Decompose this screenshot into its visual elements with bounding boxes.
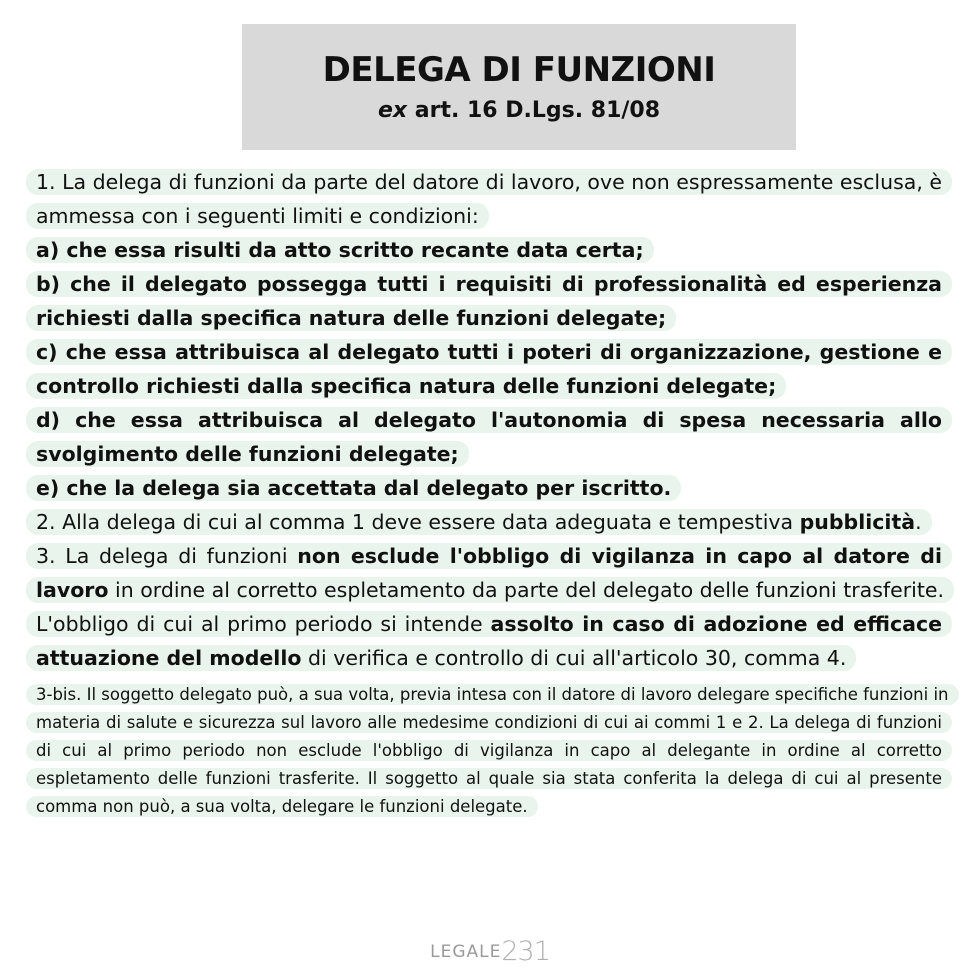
logo-text: LEGALE — [430, 942, 502, 962]
paragraph-1 — [26, 165, 952, 233]
page-subtitle — [242, 98, 796, 123]
paragraph-3-plain-1: 3. La delega di funzioni — [36, 544, 298, 568]
paragraph-3-plain-2: in ordine al corretto espletamento da parte del delegato delle funzioni trasferite. L'obbligo di cui al primo periodo si intende — [36, 578, 945, 636]
condition-a-text: a) che essa risulti da atto scritto recante data certa; — [26, 237, 654, 263]
condition-a — [26, 233, 952, 267]
paragraph-2-bold: pubblicità — [799, 510, 916, 534]
condition-c-text: c) che essa attribuisca al delegato tutti i poteri di organizzazione, gestione e controllo richiesti dalla specifica natura delle funzioni delegate; — [26, 339, 952, 399]
paragraph-3-bis — [26, 681, 952, 821]
condition-d — [26, 403, 952, 471]
subtitle-prefix: ex — [377, 98, 408, 123]
title-box — [242, 24, 796, 150]
paragraph-2-text — [26, 509, 932, 535]
condition-b — [26, 267, 952, 335]
paragraph-3-plain-3: di verifica e controllo di cui all'articolo 30, comma 4. — [301, 646, 847, 670]
paragraph-3-bold-2: assolto in caso di adozione ed efficace attuazione del modello — [36, 612, 942, 670]
paragraph-2 — [26, 505, 952, 539]
paragraph-3-bis-text: 3-bis. Il soggetto delegato può, a sua volta, previa intesa con il datore di lavoro delegare specifiche funzioni in materia di salute e sicurezza sul lavoro alle medesime condizioni di cui ai commi 1 e 2. La delega di funzioni di cui al primo periodo non esclude l'obbligo di vigilanza in capo al delegante in ordine al corretto espletamento delle funzioni trasferite. Il soggetto al quale sia stata conferita la delega di cui al presente comma non può, a sua volta, delegare le funzioni delegate. — [26, 684, 959, 817]
legale-231-logo — [0, 936, 980, 967]
condition-e — [26, 471, 952, 505]
paragraph-2-plain: 2. Alla delega di cui al comma 1 deve essere data adeguata e tempestiva — [36, 510, 800, 534]
paragraph-3 — [26, 539, 952, 675]
paragraph-3-bold-1: non esclude l'obbligo di vigilanza in capo al datore di lavoro — [36, 544, 943, 602]
page-title: DELEGA DI FUNZIONI — [322, 50, 716, 90]
paragraph-1-text: 1. La delega di funzioni da parte del datore di lavoro, ove non espressamente esclusa, è ammessa con i seguenti limiti e condizioni: — [26, 169, 952, 229]
condition-b-text: b) che il delegato possegga tutti i requisiti di professionalità ed esperienza richiesti dalla specifica natura delle funzioni delegate; — [26, 271, 952, 331]
subtitle-reference: art. 16 D.Lgs. 81/08 — [414, 98, 661, 123]
article-body — [26, 165, 952, 821]
logo-number: 231 — [501, 936, 550, 967]
paragraph-2-end: . — [915, 510, 922, 534]
paragraph-3-text — [26, 543, 954, 671]
condition-d-text: d) che essa attribuisca al delegato l'autonomia di spesa necessaria allo svolgimento delle funzioni delegate; — [26, 407, 952, 467]
condition-e-text: e) che la delega sia accettata dal delegato per iscritto. — [26, 475, 681, 501]
condition-c — [26, 335, 952, 403]
